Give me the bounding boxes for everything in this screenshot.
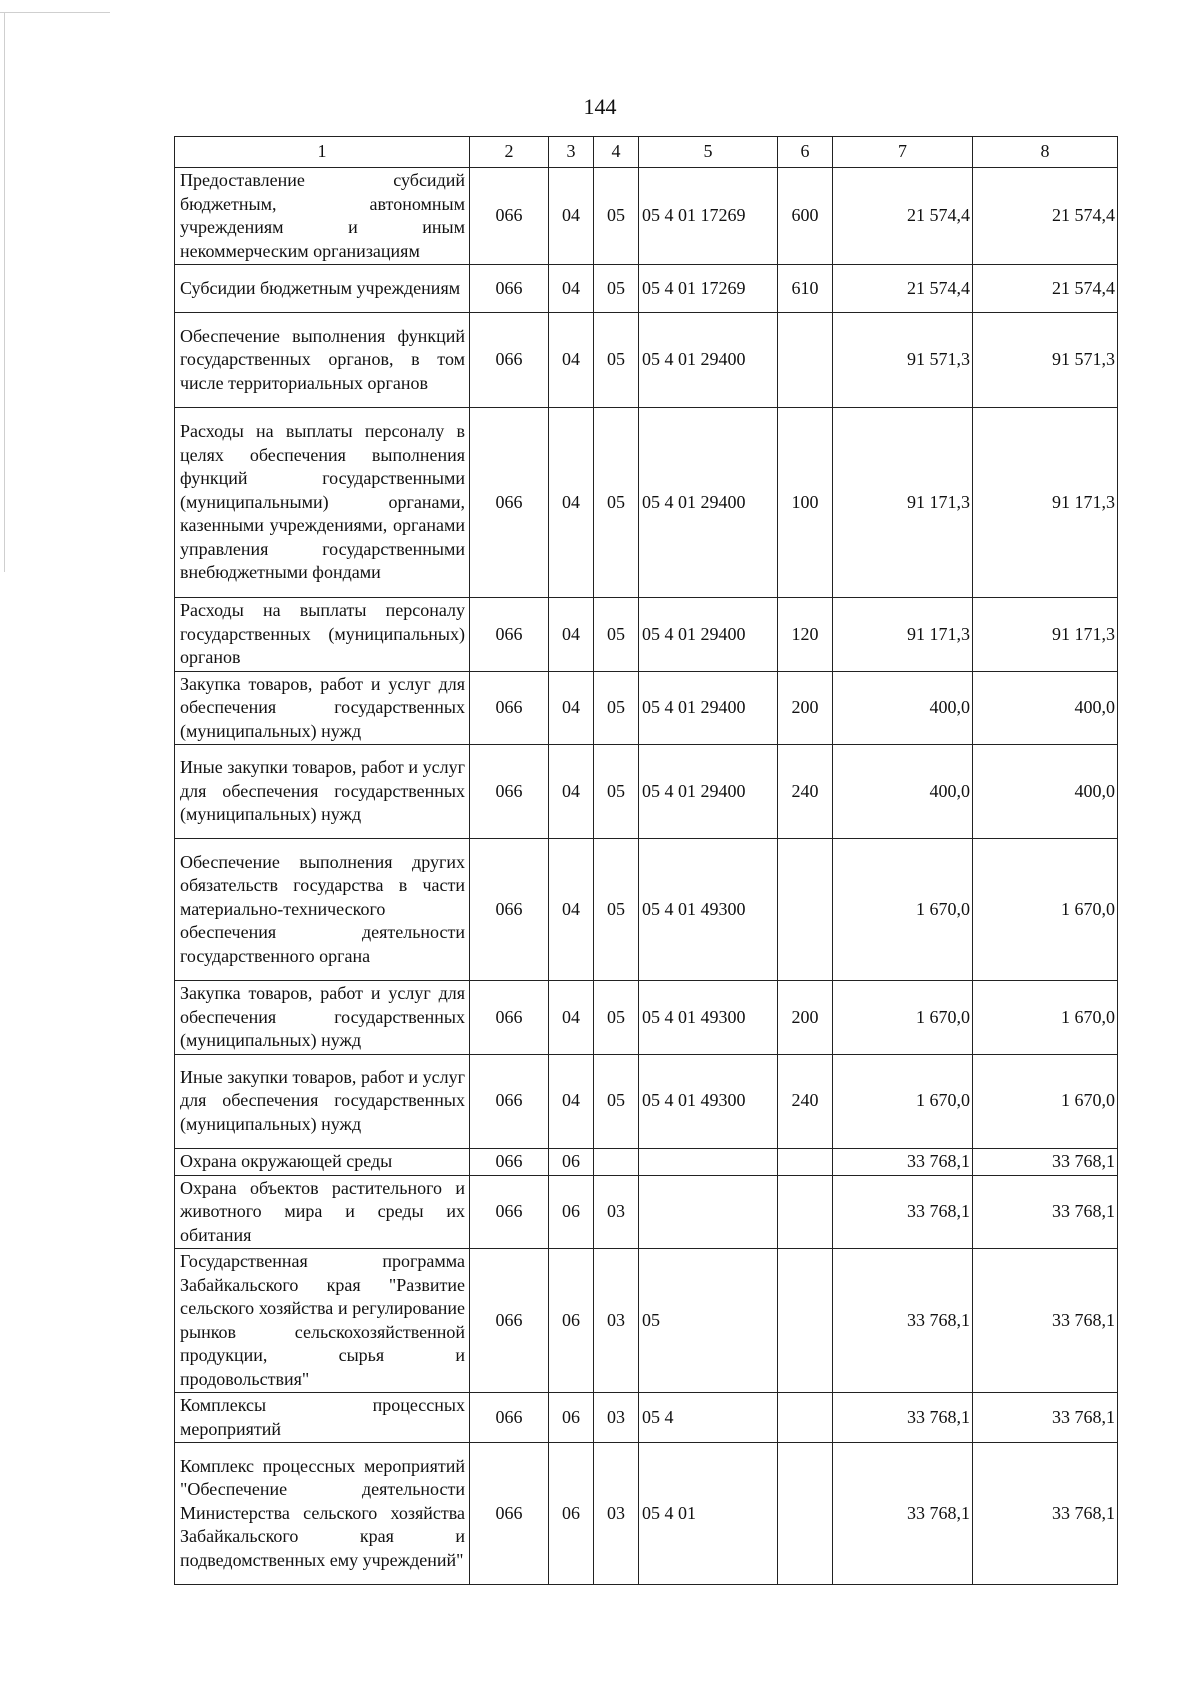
cell-col-7: 91 171,3: [833, 408, 973, 598]
table-row: [175, 1054, 1118, 1148]
cell-col-7: 91 171,3: [833, 598, 973, 672]
cell-col-4: 05: [594, 671, 639, 745]
cell-col-3: 04: [549, 265, 594, 313]
cell-col-4: 05: [594, 1054, 639, 1148]
cell-col-2: 066: [470, 981, 549, 1055]
table-row: [175, 1393, 1118, 1443]
cell-col-7: 33 768,1: [833, 1443, 973, 1585]
cell-col-4: 05: [594, 598, 639, 672]
column-header-6: 6: [778, 137, 833, 168]
cell-col-4: 05: [594, 839, 639, 981]
cell-col-3: 06: [549, 1148, 594, 1175]
header-row: [175, 137, 1118, 168]
row-name: Расходы на выплаты персоналу государственных (муниципальных) органов: [175, 598, 470, 672]
cell-col-4: 05: [594, 981, 639, 1055]
scan-artifact-top: [0, 12, 110, 13]
cell-col-7: 91 571,3: [833, 313, 973, 408]
cell-col-4: 05: [594, 313, 639, 408]
cell-col-2: 066: [470, 671, 549, 745]
row-name: Закупка товаров, работ и услуг для обеспечения государственных (муниципальных) нужд: [175, 981, 470, 1055]
column-header-7: 7: [833, 137, 973, 168]
cell-col-4: 05: [594, 408, 639, 598]
cell-col-3: 04: [549, 745, 594, 839]
cell-col-2: 066: [470, 1443, 549, 1585]
row-name: Обеспечение выполнения функций государственных органов, в том числе территориальных органов: [175, 313, 470, 408]
row-name: Иные закупки товаров, работ и услуг для обеспечения государственных (муниципальных) нужд: [175, 1054, 470, 1148]
cell-col-6: [778, 1393, 833, 1443]
row-name: Субсидии бюджетным учреждениям: [175, 265, 470, 313]
cell-col-3: 04: [549, 313, 594, 408]
cell-col-3: 04: [549, 408, 594, 598]
table-row: [175, 408, 1118, 598]
cell-col-8: 33 768,1: [973, 1443, 1118, 1585]
row-name: Комплексы процессных мероприятий: [175, 1393, 470, 1443]
cell-col-3: 04: [549, 168, 594, 265]
table-row: [175, 1148, 1118, 1175]
cell-col-7: 400,0: [833, 745, 973, 839]
cell-col-5: 05 4 01 29400: [639, 313, 778, 408]
cell-col-8: 21 574,4: [973, 265, 1118, 313]
row-name: Комплекс процессных мероприятий "Обеспечение деятельности Министерства сельского хозяйства Забайкальского края и подведомственных ему учреждений": [175, 1443, 470, 1585]
table-row: [175, 839, 1118, 981]
cell-col-7: 33 768,1: [833, 1148, 973, 1175]
cell-col-8: 91 171,3: [973, 408, 1118, 598]
column-header-4: 4: [594, 137, 639, 168]
row-name: Расходы на выплаты персоналу в целях обеспечения выполнения функций государственными (муниципальными) органами, казенными учреждениями, органами управления государственными внебюджетными фондами: [175, 408, 470, 598]
cell-col-4: 03: [594, 1393, 639, 1443]
column-header-2: 2: [470, 137, 549, 168]
cell-col-3: 04: [549, 839, 594, 981]
cell-col-8: 1 670,0: [973, 981, 1118, 1055]
table-row: [175, 981, 1118, 1055]
cell-col-8: 91 171,3: [973, 598, 1118, 672]
column-header-5: 5: [639, 137, 778, 168]
cell-col-8: 33 768,1: [973, 1175, 1118, 1249]
cell-col-5: 05 4 01 49300: [639, 839, 778, 981]
cell-col-2: 066: [470, 598, 549, 672]
table-row: [175, 265, 1118, 313]
cell-col-4: 03: [594, 1175, 639, 1249]
cell-col-6: [778, 1443, 833, 1585]
cell-col-6: [778, 1148, 833, 1175]
cell-col-6: [778, 1175, 833, 1249]
table-row: [175, 745, 1118, 839]
cell-col-5: [639, 1175, 778, 1249]
cell-col-2: 066: [470, 1249, 549, 1393]
cell-col-8: 1 670,0: [973, 839, 1118, 981]
cell-col-5: 05 4: [639, 1393, 778, 1443]
column-header-8: 8: [973, 137, 1118, 168]
cell-col-2: 066: [470, 1148, 549, 1175]
cell-col-5: 05 4 01 29400: [639, 408, 778, 598]
cell-col-6: 200: [778, 671, 833, 745]
cell-col-3: 06: [549, 1393, 594, 1443]
table-row: [175, 671, 1118, 745]
row-name: Обеспечение выполнения других обязательств государства в части материально-технического обеспечения деятельности государственного органа: [175, 839, 470, 981]
cell-col-6: 600: [778, 168, 833, 265]
cell-col-6: [778, 1249, 833, 1393]
cell-col-5: 05 4 01: [639, 1443, 778, 1585]
cell-col-8: 91 571,3: [973, 313, 1118, 408]
cell-col-5: 05 4 01 49300: [639, 981, 778, 1055]
cell-col-4: 03: [594, 1249, 639, 1393]
table-row: [175, 598, 1118, 672]
row-name: Иные закупки товаров, работ и услуг для обеспечения государственных (муниципальных) нужд: [175, 745, 470, 839]
cell-col-6: 100: [778, 408, 833, 598]
cell-col-8: 1 670,0: [973, 1054, 1118, 1148]
row-name: Охрана окружающей среды: [175, 1148, 470, 1175]
cell-col-7: 33 768,1: [833, 1249, 973, 1393]
cell-col-5: 05 4 01 29400: [639, 598, 778, 672]
cell-col-4: 05: [594, 168, 639, 265]
cell-col-5: 05 4 01 49300: [639, 1054, 778, 1148]
cell-col-2: 066: [470, 168, 549, 265]
cell-col-7: 33 768,1: [833, 1175, 973, 1249]
cell-col-8: 33 768,1: [973, 1148, 1118, 1175]
cell-col-4: 05: [594, 745, 639, 839]
row-name: Предоставление субсидий бюджетным, автономным учреждениям и иным некоммерческим организациям: [175, 168, 470, 265]
cell-col-3: 04: [549, 981, 594, 1055]
budget-table: [174, 136, 1118, 1585]
cell-col-8: 21 574,4: [973, 168, 1118, 265]
cell-col-2: 066: [470, 1393, 549, 1443]
table-row: [175, 168, 1118, 265]
cell-col-2: 066: [470, 745, 549, 839]
cell-col-7: 1 670,0: [833, 1054, 973, 1148]
cell-col-3: 06: [549, 1443, 594, 1585]
cell-col-6: 240: [778, 745, 833, 839]
cell-col-2: 066: [470, 1175, 549, 1249]
page-number: 144: [583, 94, 617, 119]
cell-col-3: 04: [549, 598, 594, 672]
cell-col-6: 200: [778, 981, 833, 1055]
cell-col-7: 33 768,1: [833, 1393, 973, 1443]
cell-col-5: 05 4 01 17269: [639, 265, 778, 313]
cell-col-2: 066: [470, 265, 549, 313]
cell-col-2: 066: [470, 1054, 549, 1148]
cell-col-6: 610: [778, 265, 833, 313]
cell-col-2: 066: [470, 408, 549, 598]
cell-col-7: 1 670,0: [833, 839, 973, 981]
cell-col-2: 066: [470, 313, 549, 408]
cell-col-5: [639, 1148, 778, 1175]
table-row: [175, 313, 1118, 408]
cell-col-3: 06: [549, 1249, 594, 1393]
cell-col-7: 21 574,4: [833, 168, 973, 265]
cell-col-5: 05 4 01 17269: [639, 168, 778, 265]
cell-col-7: 1 670,0: [833, 981, 973, 1055]
cell-col-4: 03: [594, 1443, 639, 1585]
cell-col-7: 21 574,4: [833, 265, 973, 313]
table-row: [175, 1443, 1118, 1585]
row-name: Охрана объектов растительного и животного мира и среды их обитания: [175, 1175, 470, 1249]
cell-col-6: [778, 839, 833, 981]
cell-col-6: 120: [778, 598, 833, 672]
cell-col-6: 240: [778, 1054, 833, 1148]
cell-col-2: 066: [470, 839, 549, 981]
column-header-1: 1: [175, 137, 470, 168]
cell-col-8: 400,0: [973, 745, 1118, 839]
cell-col-5: 05 4 01 29400: [639, 671, 778, 745]
table-row: [175, 1175, 1118, 1249]
row-name: Государственная программа Забайкальского края "Развитие сельского хозяйства и регулирование рынков сельскохозяйственной продукции, сырья и продовольствия": [175, 1249, 470, 1393]
cell-col-4: [594, 1148, 639, 1175]
cell-col-8: 400,0: [973, 671, 1118, 745]
row-name: Закупка товаров, работ и услуг для обеспечения государственных (муниципальных) нужд: [175, 671, 470, 745]
cell-col-5: 05: [639, 1249, 778, 1393]
cell-col-3: 04: [549, 1054, 594, 1148]
table-row: [175, 1249, 1118, 1393]
cell-col-8: 33 768,1: [973, 1393, 1118, 1443]
cell-col-3: 04: [549, 671, 594, 745]
cell-col-7: 400,0: [833, 671, 973, 745]
cell-col-4: 05: [594, 265, 639, 313]
cell-col-8: 33 768,1: [973, 1249, 1118, 1393]
cell-col-5: 05 4 01 29400: [639, 745, 778, 839]
cell-col-6: [778, 313, 833, 408]
column-header-3: 3: [549, 137, 594, 168]
cell-col-3: 06: [549, 1175, 594, 1249]
